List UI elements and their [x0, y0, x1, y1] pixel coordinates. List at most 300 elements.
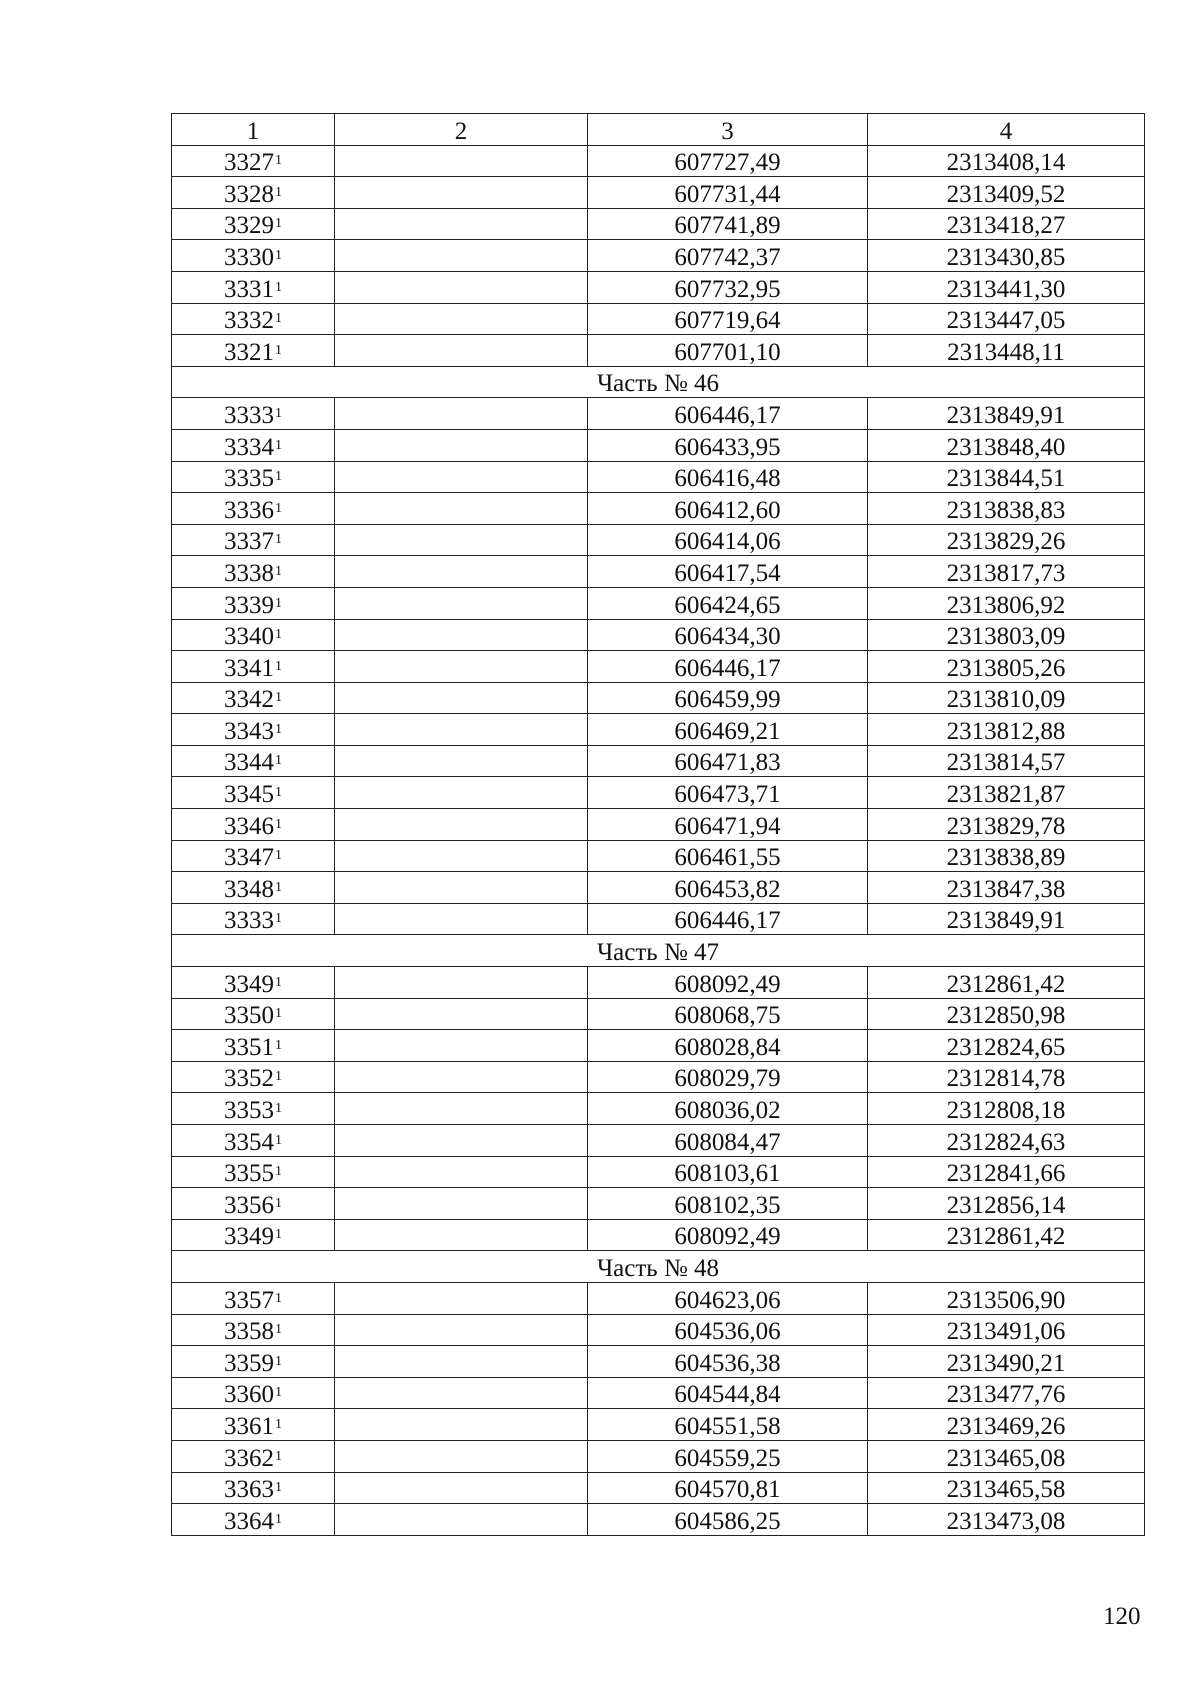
- empty-cell: [335, 714, 588, 746]
- point-number-superscript: 1: [275, 311, 282, 327]
- point-number-cell: [172, 1219, 335, 1251]
- table-row: [172, 1377, 1145, 1409]
- x-coordinate-cell: 604536,06: [588, 1314, 868, 1346]
- x-coordinate-cell: 607741,89: [588, 208, 868, 240]
- point-number-cell: [172, 777, 335, 809]
- table-row: [172, 1472, 1145, 1504]
- x-coordinate-cell: 606469,21: [588, 714, 868, 746]
- point-number: 3339: [224, 591, 274, 619]
- point-number-superscript: 1: [275, 437, 282, 453]
- table-row: [172, 461, 1145, 493]
- x-coordinate-cell: 608092,49: [588, 1219, 868, 1251]
- empty-cell: [335, 777, 588, 809]
- x-coordinate-cell: 608102,35: [588, 1188, 868, 1220]
- x-coordinate-cell: 607719,64: [588, 303, 868, 335]
- point-number-cell: [172, 1440, 335, 1472]
- point-number: 3353: [224, 1097, 274, 1124]
- table-row: [172, 1125, 1145, 1157]
- point-number-cell: [172, 809, 335, 841]
- y-coordinate-cell: 2313473,08: [868, 1504, 1145, 1536]
- y-coordinate-cell: 2313418,27: [868, 208, 1145, 240]
- y-coordinate-cell: 2313441,30: [868, 271, 1145, 303]
- empty-cell: [335, 1030, 588, 1062]
- table-row: [172, 271, 1145, 303]
- point-number: 3329: [224, 212, 274, 240]
- empty-cell: [335, 1125, 588, 1157]
- section-title: Часть № 48: [172, 1251, 1145, 1283]
- point-number-cell: [172, 1125, 335, 1157]
- point-number-superscript: 1: [275, 1069, 282, 1085]
- y-coordinate-cell: 2313469,26: [868, 1409, 1145, 1441]
- empty-cell: [335, 145, 588, 177]
- point-number: 3361: [224, 1412, 274, 1440]
- x-coordinate-cell: 606446,17: [588, 651, 868, 683]
- point-number-superscript: 1: [275, 247, 282, 263]
- point-number: 3332: [224, 307, 274, 335]
- table-row: [172, 967, 1145, 999]
- x-coordinate-cell: 604559,25: [588, 1440, 868, 1472]
- point-number-superscript: 1: [275, 1511, 282, 1527]
- y-coordinate-cell: 2312808,18: [868, 1093, 1145, 1125]
- table-row: [172, 998, 1145, 1030]
- empty-cell: [335, 1156, 588, 1188]
- table-row: [172, 903, 1145, 935]
- empty-cell: [335, 556, 588, 588]
- empty-cell: [335, 651, 588, 683]
- point-number-superscript: 1: [275, 500, 282, 516]
- point-number-cell: [172, 682, 335, 714]
- x-coordinate-cell: 607732,95: [588, 271, 868, 303]
- point-number: 3343: [224, 717, 274, 745]
- section-row: [172, 935, 1145, 967]
- y-coordinate-cell: 2313810,09: [868, 682, 1145, 714]
- empty-cell: [335, 177, 588, 209]
- y-coordinate-cell: 2313814,57: [868, 745, 1145, 777]
- point-number: 3363: [224, 1476, 274, 1504]
- table-row: [172, 1030, 1145, 1062]
- empty-cell: [335, 1061, 588, 1093]
- point-number-superscript: 1: [275, 405, 282, 421]
- empty-cell: [335, 240, 588, 272]
- empty-cell: [335, 840, 588, 872]
- point-number-cell: [172, 1188, 335, 1220]
- y-coordinate-cell: 2313465,08: [868, 1440, 1145, 1472]
- point-number: 3356: [224, 1191, 274, 1219]
- point-number: 3337: [224, 528, 274, 556]
- y-coordinate-cell: 2313821,87: [868, 777, 1145, 809]
- empty-cell: [335, 1504, 588, 1536]
- point-number: 3341: [224, 654, 274, 682]
- empty-cell: [335, 1472, 588, 1504]
- empty-cell: [335, 1188, 588, 1220]
- y-coordinate-cell: 2313803,09: [868, 619, 1145, 651]
- point-number-cell: [172, 1030, 335, 1062]
- point-number: 3349: [224, 970, 274, 998]
- x-coordinate-cell: 606453,82: [588, 872, 868, 904]
- point-number-cell: [172, 1314, 335, 1346]
- y-coordinate-cell: 2313491,06: [868, 1314, 1145, 1346]
- point-number: 3321: [224, 338, 274, 366]
- table-row: [172, 619, 1145, 651]
- point-number-cell: [172, 398, 335, 430]
- table-row: [172, 335, 1145, 367]
- x-coordinate-cell: 606433,95: [588, 429, 868, 461]
- empty-cell: [335, 1093, 588, 1125]
- point-number: 3358: [224, 1318, 274, 1346]
- section-row: [172, 1251, 1145, 1283]
- point-number: 3349: [224, 1223, 274, 1251]
- y-coordinate-cell: 2313490,21: [868, 1346, 1145, 1378]
- empty-cell: [335, 429, 588, 461]
- table-row: [172, 872, 1145, 904]
- y-coordinate-cell: 2312856,14: [868, 1188, 1145, 1220]
- x-coordinate-cell: 607701,10: [588, 335, 868, 367]
- point-number-superscript: 1: [275, 1006, 282, 1022]
- table-row: [172, 240, 1145, 272]
- page-number: 120: [1103, 1603, 1141, 1630]
- empty-cell: [335, 208, 588, 240]
- y-coordinate-cell: 2312850,98: [868, 998, 1145, 1030]
- y-coordinate-cell: 2313847,38: [868, 872, 1145, 904]
- point-number-cell: [172, 872, 335, 904]
- point-number: 3355: [224, 1160, 274, 1188]
- x-coordinate-cell: 604586,25: [588, 1504, 868, 1536]
- section-title: Часть № 47: [172, 935, 1145, 967]
- x-coordinate-cell: 608084,47: [588, 1125, 868, 1157]
- y-coordinate-cell: 2313408,14: [868, 145, 1145, 177]
- table-body: [172, 114, 1145, 1536]
- x-coordinate-cell: 606414,06: [588, 524, 868, 556]
- point-number-superscript: 1: [275, 216, 282, 232]
- point-number-superscript: 1: [275, 563, 282, 579]
- y-coordinate-cell: 2313838,83: [868, 493, 1145, 525]
- point-number: 3336: [224, 496, 274, 524]
- x-coordinate-cell: 604544,84: [588, 1377, 868, 1409]
- x-coordinate-cell: 604536,38: [588, 1346, 868, 1378]
- point-number-cell: [172, 840, 335, 872]
- y-coordinate-cell: 2313430,85: [868, 240, 1145, 272]
- empty-cell: [335, 1282, 588, 1314]
- x-coordinate-cell: 608029,79: [588, 1061, 868, 1093]
- point-number-cell: [172, 461, 335, 493]
- empty-cell: [335, 1377, 588, 1409]
- point-number-cell: [172, 240, 335, 272]
- point-number-cell: [172, 1282, 335, 1314]
- x-coordinate-cell: 606424,65: [588, 587, 868, 619]
- point-number: 3357: [224, 1286, 274, 1314]
- y-coordinate-cell: 2313465,58: [868, 1472, 1145, 1504]
- point-number-superscript: 1: [275, 1132, 282, 1148]
- point-number: 3334: [224, 433, 274, 461]
- point-number: 3362: [224, 1444, 274, 1472]
- point-number-superscript: 1: [275, 595, 282, 611]
- empty-cell: [335, 967, 588, 999]
- x-coordinate-cell: 604551,58: [588, 1409, 868, 1441]
- point-number-cell: [172, 429, 335, 461]
- y-coordinate-cell: 2313805,26: [868, 651, 1145, 683]
- point-number-cell: [172, 303, 335, 335]
- section-row: [172, 366, 1145, 398]
- x-coordinate-cell: 606412,60: [588, 493, 868, 525]
- empty-cell: [335, 524, 588, 556]
- table-row: [172, 429, 1145, 461]
- x-coordinate-cell: 606459,99: [588, 682, 868, 714]
- point-number-superscript: 1: [275, 879, 282, 895]
- y-coordinate-cell: 2313812,88: [868, 714, 1145, 746]
- section-title: Часть № 46: [172, 366, 1145, 398]
- table-row: [172, 1282, 1145, 1314]
- point-number: 3350: [224, 1002, 274, 1030]
- header-col-1: 1: [172, 114, 335, 146]
- point-number-superscript: 1: [275, 184, 282, 200]
- point-number: 3333: [224, 401, 274, 429]
- table-row: [172, 651, 1145, 683]
- empty-cell: [335, 682, 588, 714]
- table-row: [172, 777, 1145, 809]
- header-row: [172, 114, 1145, 146]
- x-coordinate-cell: 608028,84: [588, 1030, 868, 1062]
- empty-cell: [335, 461, 588, 493]
- point-number: 3345: [224, 781, 274, 809]
- x-coordinate-cell: 606473,71: [588, 777, 868, 809]
- x-coordinate-cell: 608036,02: [588, 1093, 868, 1125]
- point-number: 3331: [224, 275, 274, 303]
- y-coordinate-cell: 2312861,42: [868, 1219, 1145, 1251]
- y-coordinate-cell: 2312824,65: [868, 1030, 1145, 1062]
- point-number-cell: [172, 1377, 335, 1409]
- table-row: [172, 1440, 1145, 1472]
- header-col-3: 3: [588, 114, 868, 146]
- point-number-cell: [172, 745, 335, 777]
- y-coordinate-cell: 2312841,66: [868, 1156, 1145, 1188]
- empty-cell: [335, 745, 588, 777]
- point-number: 3351: [224, 1033, 274, 1061]
- empty-cell: [335, 398, 588, 430]
- point-number-superscript: 1: [275, 1480, 282, 1496]
- point-number-superscript: 1: [275, 1322, 282, 1338]
- point-number-superscript: 1: [275, 816, 282, 832]
- point-number-cell: [172, 619, 335, 651]
- point-number: 3333: [224, 907, 274, 935]
- table-row: [172, 809, 1145, 841]
- y-coordinate-cell: 2313829,26: [868, 524, 1145, 556]
- point-number-superscript: 1: [275, 153, 282, 169]
- table-row: [172, 682, 1145, 714]
- point-number-superscript: 1: [275, 1164, 282, 1180]
- table-row: [172, 1061, 1145, 1093]
- x-coordinate-cell: 604623,06: [588, 1282, 868, 1314]
- point-number-superscript: 1: [275, 532, 282, 548]
- point-number-cell: [172, 651, 335, 683]
- table-row: [172, 524, 1145, 556]
- point-number-cell: [172, 177, 335, 209]
- y-coordinate-cell: 2313844,51: [868, 461, 1145, 493]
- table-row: [172, 1409, 1145, 1441]
- point-number-superscript: 1: [275, 627, 282, 643]
- point-number-cell: [172, 1093, 335, 1125]
- table-row: [172, 303, 1145, 335]
- point-number-cell: [172, 1061, 335, 1093]
- table-row: [172, 556, 1145, 588]
- x-coordinate-cell: 604570,81: [588, 1472, 868, 1504]
- coordinates-table: [171, 113, 1145, 1536]
- point-number: 3327: [224, 149, 274, 177]
- point-number: 3330: [224, 243, 274, 271]
- header-col-2: 2: [335, 114, 588, 146]
- table-row: [172, 145, 1145, 177]
- y-coordinate-cell: 2313448,11: [868, 335, 1145, 367]
- x-coordinate-cell: 608103,61: [588, 1156, 868, 1188]
- empty-cell: [335, 587, 588, 619]
- empty-cell: [335, 1409, 588, 1441]
- point-number: 3344: [224, 749, 274, 777]
- point-number-cell: [172, 524, 335, 556]
- point-number-cell: [172, 145, 335, 177]
- y-coordinate-cell: 2313838,89: [868, 840, 1145, 872]
- point-number-cell: [172, 556, 335, 588]
- point-number-superscript: 1: [275, 1416, 282, 1432]
- x-coordinate-cell: 608092,49: [588, 967, 868, 999]
- table-row: [172, 587, 1145, 619]
- x-coordinate-cell: 606417,54: [588, 556, 868, 588]
- empty-cell: [335, 872, 588, 904]
- y-coordinate-cell: 2312824,63: [868, 1125, 1145, 1157]
- point-number-superscript: 1: [275, 690, 282, 706]
- table-row: [172, 1093, 1145, 1125]
- point-number: 3360: [224, 1381, 274, 1409]
- point-number-superscript: 1: [275, 753, 282, 769]
- y-coordinate-cell: 2312814,78: [868, 1061, 1145, 1093]
- point-number-cell: [172, 1409, 335, 1441]
- y-coordinate-cell: 2313477,76: [868, 1377, 1145, 1409]
- point-number-cell: [172, 1472, 335, 1504]
- table-row: [172, 1346, 1145, 1378]
- empty-cell: [335, 493, 588, 525]
- x-coordinate-cell: 606446,17: [588, 398, 868, 430]
- table-row: [172, 1314, 1145, 1346]
- empty-cell: [335, 809, 588, 841]
- point-number-superscript: 1: [275, 342, 282, 358]
- y-coordinate-cell: 2313849,91: [868, 398, 1145, 430]
- point-number-cell: [172, 587, 335, 619]
- table-row: [172, 177, 1145, 209]
- table-row: [172, 398, 1145, 430]
- table-row: [172, 1504, 1145, 1536]
- y-coordinate-cell: 2313447,05: [868, 303, 1145, 335]
- point-number: 3359: [224, 1349, 274, 1377]
- point-number-superscript: 1: [275, 279, 282, 295]
- empty-cell: [335, 271, 588, 303]
- point-number-cell: [172, 903, 335, 935]
- point-number-cell: [172, 1156, 335, 1188]
- point-number-superscript: 1: [275, 1385, 282, 1401]
- point-number-cell: [172, 493, 335, 525]
- point-number: 3354: [224, 1128, 274, 1156]
- point-number-cell: [172, 271, 335, 303]
- point-number-superscript: 1: [275, 1448, 282, 1464]
- point-number-superscript: 1: [275, 1290, 282, 1306]
- y-coordinate-cell: 2312861,42: [868, 967, 1145, 999]
- point-number: 3340: [224, 623, 274, 651]
- y-coordinate-cell: 2313409,52: [868, 177, 1145, 209]
- table-row: [172, 745, 1145, 777]
- coordinates-table-container: [171, 113, 1144, 1536]
- point-number: 3338: [224, 559, 274, 587]
- table-row: [172, 1219, 1145, 1251]
- point-number-cell: [172, 335, 335, 367]
- empty-cell: [335, 1219, 588, 1251]
- x-coordinate-cell: 606434,30: [588, 619, 868, 651]
- point-number-cell: [172, 208, 335, 240]
- x-coordinate-cell: 607731,44: [588, 177, 868, 209]
- point-number-superscript: 1: [275, 785, 282, 801]
- point-number-superscript: 1: [275, 658, 282, 674]
- point-number-cell: [172, 998, 335, 1030]
- y-coordinate-cell: 2313849,91: [868, 903, 1145, 935]
- empty-cell: [335, 335, 588, 367]
- x-coordinate-cell: 606416,48: [588, 461, 868, 493]
- point-number-superscript: 1: [275, 1195, 282, 1211]
- point-number: 3335: [224, 465, 274, 493]
- empty-cell: [335, 303, 588, 335]
- point-number-superscript: 1: [275, 721, 282, 737]
- point-number: 3347: [224, 844, 274, 872]
- point-number: 3328: [224, 180, 274, 208]
- point-number: 3342: [224, 686, 274, 714]
- point-number-superscript: 1: [275, 469, 282, 485]
- y-coordinate-cell: 2313806,92: [868, 587, 1145, 619]
- empty-cell: [335, 998, 588, 1030]
- header-col-4: 4: [868, 114, 1145, 146]
- empty-cell: [335, 1314, 588, 1346]
- y-coordinate-cell: 2313817,73: [868, 556, 1145, 588]
- x-coordinate-cell: 608068,75: [588, 998, 868, 1030]
- point-number: 3348: [224, 875, 274, 903]
- empty-cell: [335, 903, 588, 935]
- point-number-superscript: 1: [275, 848, 282, 864]
- point-number-superscript: 1: [275, 974, 282, 990]
- empty-cell: [335, 1346, 588, 1378]
- x-coordinate-cell: 606471,94: [588, 809, 868, 841]
- x-coordinate-cell: 607727,49: [588, 145, 868, 177]
- point-number-superscript: 1: [275, 911, 282, 927]
- point-number-cell: [172, 967, 335, 999]
- point-number: 3352: [224, 1065, 274, 1093]
- point-number-superscript: 1: [275, 1353, 282, 1369]
- table-row: [172, 714, 1145, 746]
- point-number: 3346: [224, 812, 274, 840]
- point-number-cell: [172, 714, 335, 746]
- x-coordinate-cell: 606446,17: [588, 903, 868, 935]
- y-coordinate-cell: 2313848,40: [868, 429, 1145, 461]
- point-number-superscript: 1: [275, 1227, 282, 1243]
- empty-cell: [335, 1440, 588, 1472]
- table-row: [172, 493, 1145, 525]
- empty-cell: [335, 619, 588, 651]
- x-coordinate-cell: 606461,55: [588, 840, 868, 872]
- y-coordinate-cell: 2313506,90: [868, 1282, 1145, 1314]
- point-number-superscript: 1: [275, 1037, 282, 1053]
- point-number: 3364: [224, 1507, 274, 1535]
- point-number-cell: [172, 1346, 335, 1378]
- table-row: [172, 840, 1145, 872]
- x-coordinate-cell: 606471,83: [588, 745, 868, 777]
- y-coordinate-cell: 2313829,78: [868, 809, 1145, 841]
- point-number-superscript: 1: [275, 1101, 282, 1116]
- table-row: [172, 208, 1145, 240]
- table-row: [172, 1156, 1145, 1188]
- point-number-cell: [172, 1504, 335, 1536]
